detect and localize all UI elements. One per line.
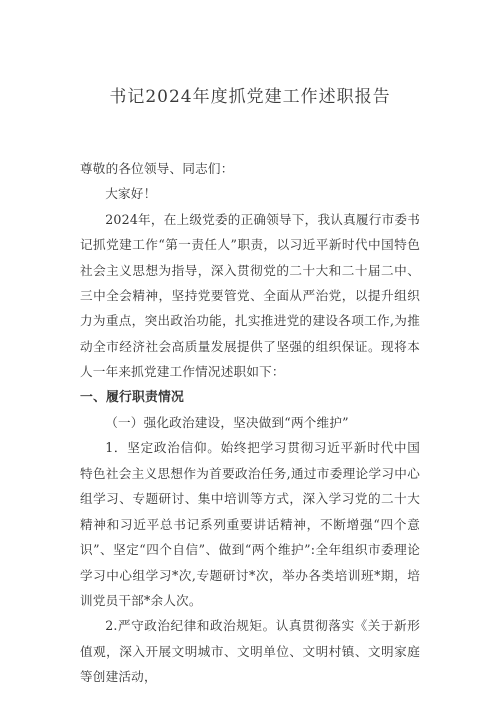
salutation: 尊敬的各位领导、同志们： (80, 161, 234, 176)
paragraph-item-1: 1．坚定政治信仰。始终把学习贯彻习近平新时代中国特色社会主义思想作为首要政治任务,通过市委理论学习中心组学习、专题研讨、集中培训等方式，深入学习党的二十大精神和习近平总书记系列重要讲话精神，不断增强“四个意识”、坚定“四个自信”、做到“两个维护”:全年组织市委理论学习中心组学习*次,专题研讨*次，举办各类培训班*期，培训党员干部*余人次。 (80, 440, 420, 608)
greeting: 大家好！ (105, 186, 157, 202)
paragraph-item-2: 2.严守政治纪律和政治规矩。认真贯彻落实《关于新形值观，深入开展文明城市、文明单位、文明村镇、文明家庭等创建活动， (80, 618, 420, 685)
document-body (80, 156, 420, 690)
section-heading: 一、履行职责情况 (80, 389, 184, 405)
subsection-heading: （一）强化政治建设，坚决做到“两个维护” (105, 415, 349, 431)
document-title: 书记2024年度抓党建工作述职报告 (109, 87, 391, 107)
intro-paragraph: 2024年，在上级党委的正确领导下，我认真履行市委书记抓党建工作“第一责任人”职责，以习近平新时代中国特色社会主义思想为指导，深入贯彻党的二十大和二十届二中、三中全会精神，坚持党要管党、全面从严治党，以提升组织力为重点，突出政治功能，扎实推进党的建设各项工作,为推动全市经济社会高质量发展提供了坚强的组织保证。现将本人一年来抓党建工作情况述职如下： (80, 211, 420, 380)
